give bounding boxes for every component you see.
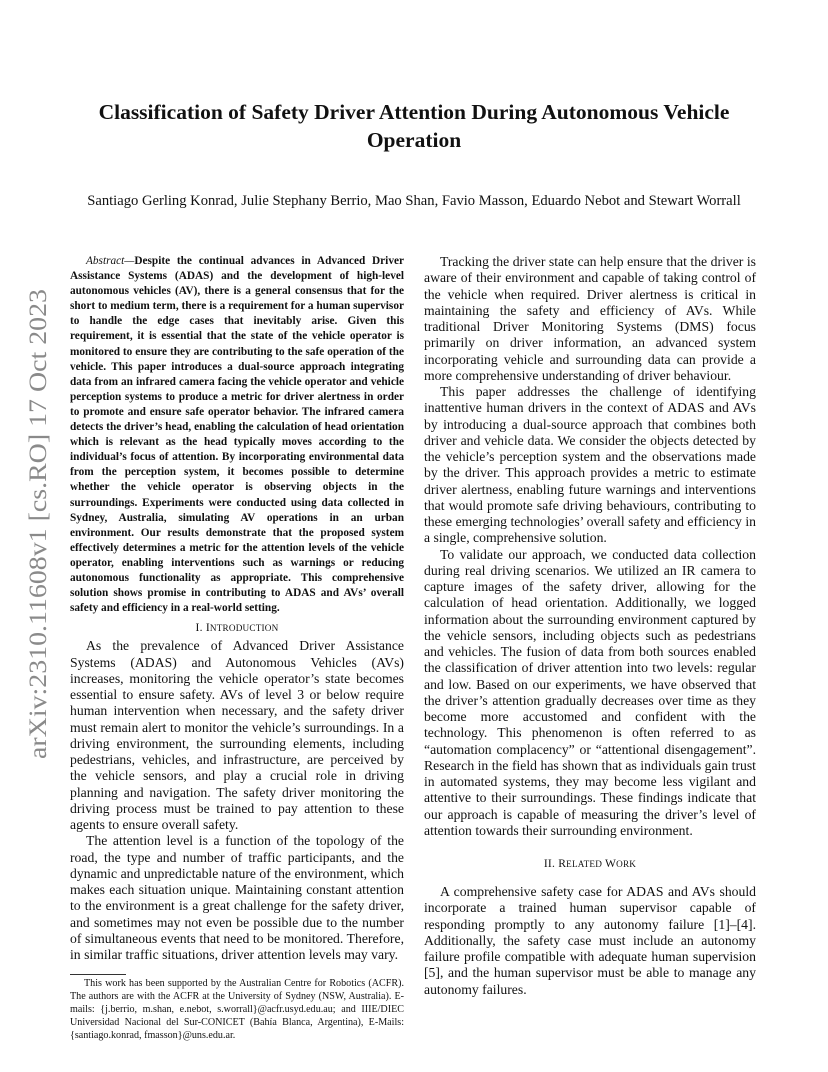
section-title-rest: ELATED — [566, 859, 603, 869]
right-paragraph-3: To validate our approach, we conducted data collection during real driving scenarios. We utilized an IR camera to capture images of the safety driver, allowing for the calculation of head orientation. Additionally, we logged information about the surrounding environment captured by the vehicle sensors, including objects such as pedestrians and vehicles. The fusion of data from both sources enabled the classification of driver attention into two levels: regular and low. Based on our experiments, we have observed that the driver’s attention gradually decreases over time as they become more accustomed and confident with the technology. This phenomenon is often referred to as “automation complacency” or “attentional disengagement”. Research in the field has shown that as individuals gain trust in automated systems, they may become less vigilant and attentive to their surroundings. These findings indicate that our approach is capable of measuring the driver’s level of attention towards their surrounding environment. — [424, 546, 756, 838]
section-heading-related-work — [424, 857, 756, 870]
right-paragraph-2: This paper addresses the challenge of identifying inattentive human drivers in the context of ADAS and AVs by introducing a dual-source approach that combines both driver and vehicle data. We consider the objects detected by the vehicle’s perception system and the observations made by the driver. This approach provides a metric to estimate driver alertness, enabling future warnings and interventions that would promote safe driving behaviours, contributing to these emerging technologies’ overall safety and efficiency in a single, comprehensive solution. — [424, 384, 756, 546]
section-title-rest: NTRODUCTION — [209, 623, 279, 634]
right-paragraph-1: Tracking the driver state can help ensure that the driver is aware of their environment and capable of taking control of the vehicle when required. Driver alertness is critical in maintaining the safety and efficiency of AVs. While traditional Driver Monitoring Systems (DMS) focus primarily on driver information, an advanced system incorporating vehicle and surrounding data can provide a more comprehensive understanding of driver behaviour. — [424, 254, 756, 383]
abstract-text: Despite the continual advances in Advanced Driver Assistance Systems (ADAS) and the development of high-level autonomous vehicles (AV), there is a general consensus that for the short to medium term, there is a requirement for a human supervisor to handle the edge cases that inevitably arise. Given this requirement, it is essential that the state of the vehicle operator is monitored to ensure they are contributing to the safe operation of the vehicle. This paper introduces a dual-source approach integrating data from an infrared camera facing the vehicle operator and vehicle perception systems to produce a metric for driver alertness in order to promote and ensure safe operator behavior. The infrared camera detects the driver’s head, enabling the calculation of head orientation which is relevant as the head typically moves according to the individual’s focus of attention. By incorporating environmental data from the perception system, it becomes possible to determine whether the vehicle operator is observing objects in the surroundings. Experiments were conducted using data collected in Sydney, Australia, simulating AV operations in an urban environment. Our results demonstrate that the proposed system effectively determines a metric for the attention levels of the vehicle operator, enabling interventions such as warnings or reducing autonomous functionality as appropriate. This comprehensive solution shows promise in contributing to ADAS and AVs’ overall safety and efficiency in a real-world setting. — [70, 255, 404, 615]
paper-title: Classification of Safety Driver Attention During Autonomous Vehicle Operation — [98, 100, 730, 152]
right-column — [424, 254, 756, 998]
section-title-cap: W — [604, 857, 617, 870]
intro-paragraph-1: As the prevalence of Advanced Driver Assistance Systems (ADAS) and Autonomous Vehicles (AVs) increases, monitoring the vehicle operator’s state becomes essential to ensure safety. AVs of level 3 or below require human intervention when necessary, and the safety driver must remain alert to monitor the vehicle’s surroundings. In a driving environment, the surrounding elements, including pedestrians, vehicles, and infrastructure, are perceived by the vehicle sensors, and play a crucial role in driving planning and navigation. The safety driver monitoring the driving process must be trained to pay attention to these agents to ensure overall safety. — [70, 638, 404, 832]
abstract-dash: — — [124, 255, 135, 267]
related-work-paragraph: A comprehensive safety case for ADAS and AVs should incorporate a trained human supervisor capable of responding promptly to any autonomy failure [1]–[4]. Additionally, the safety case must include an autonomy failure profile compatible with adequate human supervision [5], and the human supervisor must be able to manage any autonomy failures. — [424, 884, 756, 997]
footnote-rule — [70, 974, 126, 975]
author-list: Santiago Gerling Konrad, Julie Stephany Berrio, Mao Shan, Favio Masson, Eduardo Nebot and Stewart Worrall — [87, 193, 741, 209]
section-title-rest: ORK — [616, 859, 637, 869]
section-numeral: I. — [195, 621, 203, 635]
arxiv-identifier-stamp — [22, 287, 54, 759]
abstract-label: Abstract — [86, 255, 125, 267]
section-title-cap: R — [558, 857, 567, 870]
arxiv-identifier-text: arXiv:2310.11608v1 [cs.RO] 17 Oct 2023 — [23, 329, 52, 759]
footnote: This work has been supported by the Australian Centre for Robotics (ACFR). The authors are with the ACFR at the University of Sydney (NSW, Australia). E-mails: {j.berrio, m.shan, e.nebot, s.worrall}@acfr.usyd.edu.au; and IIIE/DIEC Universidad Nacional del Sur-CONICET (Bahía Blanca, Argentina), E-Mails: {santiago.konrad, fmasson}@uns.edu.ar. — [70, 978, 404, 1041]
abstract — [70, 254, 404, 616]
left-column — [70, 254, 404, 1043]
intro-paragraph-2: The attention level is a function of the topology of the road, the type and number of traffic participants, and the dynamic and unpredictable nature of the environment, which makes each situation unique. Maintaining constant attention to the environment is a great challenge for the safety driver, and sometimes may not even be possible due to the number of simultaneous events that need to be monitored. Therefore, in similar traffic situations, driver attention levels may vary. — [70, 833, 404, 962]
section-numeral: II. — [543, 857, 556, 870]
section-heading-introduction — [70, 621, 404, 634]
section-title-cap: I — [205, 621, 210, 635]
